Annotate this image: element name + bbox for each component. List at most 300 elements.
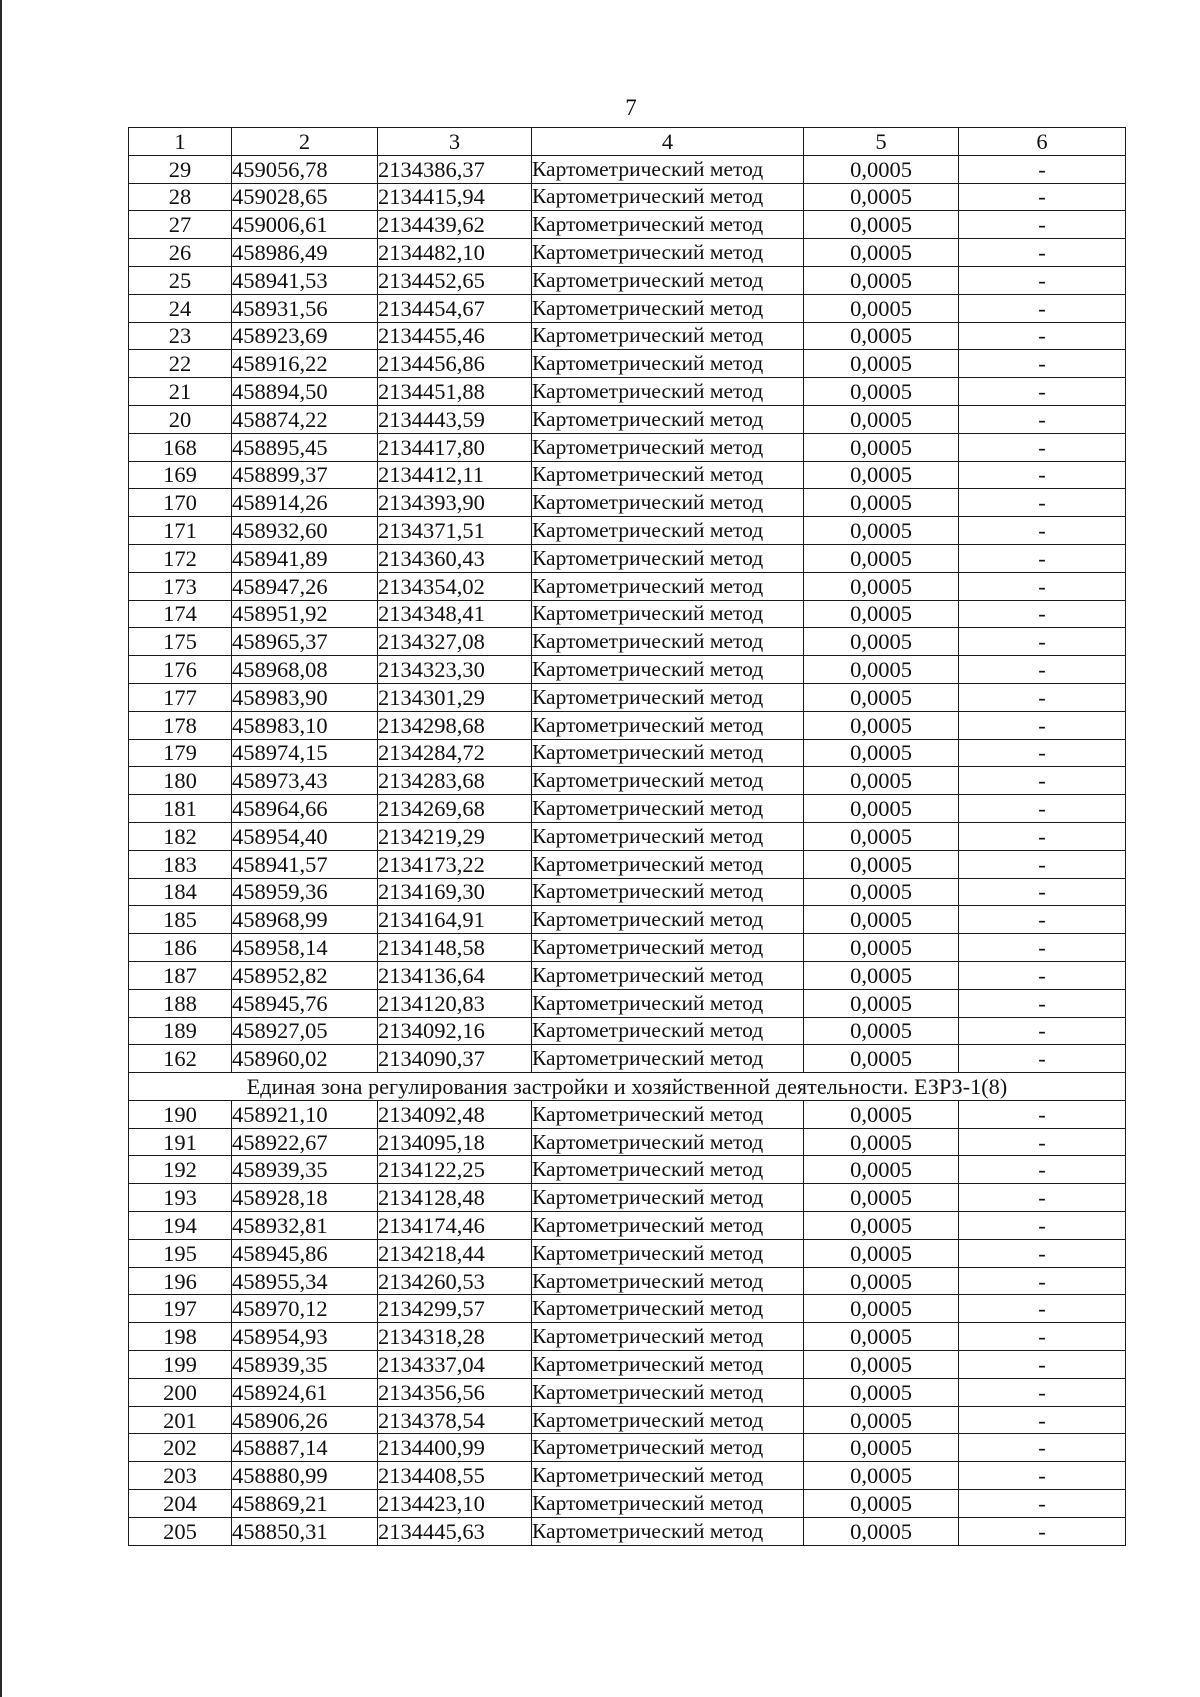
page-number: 7 [625,95,637,120]
table-row [129,1017,1126,1045]
method-cell: Картометрический метод [532,1462,804,1490]
point-number-cell: 26 [129,239,232,267]
note-cell: - [959,183,1126,211]
table-header-row [129,128,1126,156]
point-number-cell: 186 [129,934,232,962]
accuracy-cell: 0,0005 [804,1100,959,1128]
y-coordinate-cell: 2134128,48 [378,1184,532,1212]
y-coordinate-cell: 2134318,28 [378,1323,532,1351]
point-number-cell: 21 [129,378,232,406]
method-cell: Картометрический метод [532,489,804,517]
x-coordinate-cell: 458932,60 [232,517,378,545]
y-coordinate-cell: 2134219,29 [378,822,532,850]
table-row [129,1295,1126,1323]
note-cell: - [959,1517,1126,1545]
note-cell: - [959,405,1126,433]
table-row [129,767,1126,795]
method-cell: Картометрический метод [532,711,804,739]
x-coordinate-cell: 458983,90 [232,683,378,711]
point-number-cell: 168 [129,433,232,461]
note-cell: - [959,1490,1126,1518]
note-cell: - [959,906,1126,934]
accuracy-cell: 0,0005 [804,266,959,294]
x-coordinate-cell: 458970,12 [232,1295,378,1323]
y-coordinate-cell: 2134090,37 [378,1045,532,1073]
x-coordinate-cell: 458927,05 [232,1017,378,1045]
x-coordinate-cell: 458951,92 [232,600,378,628]
table-row [129,1267,1126,1295]
y-coordinate-cell: 2134327,08 [378,628,532,656]
table-row [129,1212,1126,1240]
x-coordinate-cell: 458941,53 [232,266,378,294]
header-cell: 5 [804,128,959,156]
table-row [129,405,1126,433]
point-number-cell: 27 [129,211,232,239]
note-cell: - [959,1462,1126,1490]
point-number-cell: 196 [129,1267,232,1295]
table-row [129,1462,1126,1490]
table-row [129,1351,1126,1379]
y-coordinate-cell: 2134452,65 [378,266,532,294]
point-number-cell: 192 [129,1156,232,1184]
note-cell: - [959,795,1126,823]
accuracy-cell: 0,0005 [804,1462,959,1490]
y-coordinate-cell: 2134455,46 [378,322,532,350]
point-number-cell: 177 [129,683,232,711]
y-coordinate-cell: 2134456,86 [378,350,532,378]
method-cell: Картометрический метод [532,1323,804,1351]
note-cell: - [959,1323,1126,1351]
point-number-cell: 169 [129,461,232,489]
method-cell: Картометрический метод [532,878,804,906]
accuracy-cell: 0,0005 [804,1017,959,1045]
note-cell: - [959,878,1126,906]
y-coordinate-cell: 2134412,11 [378,461,532,489]
accuracy-cell: 0,0005 [804,378,959,406]
scan-edge-line [0,0,2,1697]
table-row [129,350,1126,378]
x-coordinate-cell: 459056,78 [232,155,378,183]
x-coordinate-cell: 458945,86 [232,1239,378,1267]
x-coordinate-cell: 458983,10 [232,711,378,739]
table-row [129,1045,1126,1073]
method-cell: Картометрический метод [532,1156,804,1184]
method-cell: Картометрический метод [532,1045,804,1073]
y-coordinate-cell: 2134386,37 [378,155,532,183]
note-cell: - [959,239,1126,267]
point-number-cell: 201 [129,1406,232,1434]
accuracy-cell: 0,0005 [804,405,959,433]
table-row [129,239,1126,267]
note-cell: - [959,767,1126,795]
note-cell: - [959,1212,1126,1240]
point-number-cell: 20 [129,405,232,433]
point-number-cell: 181 [129,795,232,823]
table-row [129,1184,1126,1212]
method-cell: Картометрический метод [532,906,804,934]
table-row [129,1156,1126,1184]
note-cell: - [959,1239,1126,1267]
x-coordinate-cell: 458965,37 [232,628,378,656]
accuracy-cell: 0,0005 [804,1406,959,1434]
x-coordinate-cell: 458931,56 [232,294,378,322]
x-coordinate-cell: 458869,21 [232,1490,378,1518]
point-number-cell: 29 [129,155,232,183]
accuracy-cell: 0,0005 [804,294,959,322]
x-coordinate-cell: 458923,69 [232,322,378,350]
point-number-cell: 22 [129,350,232,378]
note-cell: - [959,1378,1126,1406]
method-cell: Картометрический метод [532,1212,804,1240]
note-cell: - [959,1184,1126,1212]
accuracy-cell: 0,0005 [804,1156,959,1184]
accuracy-cell: 0,0005 [804,1267,959,1295]
method-cell: Картометрический метод [532,1434,804,1462]
x-coordinate-cell: 458960,02 [232,1045,378,1073]
table-row [129,544,1126,572]
x-coordinate-cell: 458924,61 [232,1378,378,1406]
table-row [129,850,1126,878]
point-number-cell: 199 [129,1351,232,1379]
y-coordinate-cell: 2134120,83 [378,989,532,1017]
point-number-cell: 172 [129,544,232,572]
table-row [129,433,1126,461]
point-number-cell: 174 [129,600,232,628]
accuracy-cell: 0,0005 [804,711,959,739]
table-row [129,572,1126,600]
method-cell: Картометрический метод [532,322,804,350]
accuracy-cell: 0,0005 [804,155,959,183]
table-row [129,266,1126,294]
accuracy-cell: 0,0005 [804,544,959,572]
y-coordinate-cell: 2134298,68 [378,711,532,739]
x-coordinate-cell: 458922,67 [232,1128,378,1156]
coordinates-table [128,127,1126,1546]
note-cell: - [959,1351,1126,1379]
x-coordinate-cell: 458952,82 [232,961,378,989]
y-coordinate-cell: 2134095,18 [378,1128,532,1156]
method-cell: Картометрический метод [532,1406,804,1434]
table-row [129,489,1126,517]
y-coordinate-cell: 2134443,59 [378,405,532,433]
table-row [129,1323,1126,1351]
table-row [129,683,1126,711]
x-coordinate-cell: 458887,14 [232,1434,378,1462]
y-coordinate-cell: 2134454,67 [378,294,532,322]
table-row [129,906,1126,934]
y-coordinate-cell: 2134260,53 [378,1267,532,1295]
method-cell: Картометрический метод [532,1267,804,1295]
point-number-cell: 185 [129,906,232,934]
point-number-cell: 179 [129,739,232,767]
header-cell: 1 [129,128,232,156]
method-cell: Картометрический метод [532,266,804,294]
x-coordinate-cell: 458939,35 [232,1351,378,1379]
method-cell: Картометрический метод [532,1100,804,1128]
x-coordinate-cell: 458954,40 [232,822,378,850]
note-cell: - [959,1017,1126,1045]
point-number-cell: 200 [129,1378,232,1406]
point-number-cell: 28 [129,183,232,211]
note-cell: - [959,433,1126,461]
x-coordinate-cell: 458880,99 [232,1462,378,1490]
accuracy-cell: 0,0005 [804,461,959,489]
x-coordinate-cell: 458974,15 [232,739,378,767]
y-coordinate-cell: 2134445,63 [378,1517,532,1545]
note-cell: - [959,683,1126,711]
y-coordinate-cell: 2134148,58 [378,934,532,962]
x-coordinate-cell: 458968,08 [232,656,378,684]
method-cell: Картометрический метод [532,600,804,628]
method-cell: Картометрический метод [532,544,804,572]
note-cell: - [959,544,1126,572]
y-coordinate-cell: 2134283,68 [378,767,532,795]
y-coordinate-cell: 2134348,41 [378,600,532,628]
y-coordinate-cell: 2134415,94 [378,183,532,211]
point-number-cell: 194 [129,1212,232,1240]
note-cell: - [959,572,1126,600]
x-coordinate-cell: 458895,45 [232,433,378,461]
y-coordinate-cell: 2134269,68 [378,795,532,823]
table-row [129,711,1126,739]
accuracy-cell: 0,0005 [804,906,959,934]
accuracy-cell: 0,0005 [804,767,959,795]
accuracy-cell: 0,0005 [804,1212,959,1240]
section-title: Единая зона регулирования застройки и хозяйственной деятельности. ЕЗРЗ-1(8) [129,1073,1126,1101]
point-number-cell: 171 [129,517,232,545]
header-cell: 4 [532,128,804,156]
x-coordinate-cell: 458945,76 [232,989,378,1017]
method-cell: Картометрический метод [532,1239,804,1267]
note-cell: - [959,266,1126,294]
accuracy-cell: 0,0005 [804,489,959,517]
x-coordinate-cell: 458928,18 [232,1184,378,1212]
method-cell: Картометрический метод [532,934,804,962]
point-number-cell: 25 [129,266,232,294]
note-cell: - [959,989,1126,1017]
table-row [129,989,1126,1017]
note-cell: - [959,1045,1126,1073]
accuracy-cell: 0,0005 [804,433,959,461]
point-number-cell: 176 [129,656,232,684]
note-cell: - [959,1267,1126,1295]
accuracy-cell: 0,0005 [804,1378,959,1406]
method-cell: Картометрический метод [532,572,804,600]
y-coordinate-cell: 2134169,30 [378,878,532,906]
accuracy-cell: 0,0005 [804,739,959,767]
accuracy-cell: 0,0005 [804,239,959,267]
note-cell: - [959,656,1126,684]
accuracy-cell: 0,0005 [804,322,959,350]
accuracy-cell: 0,0005 [804,961,959,989]
method-cell: Картометрический метод [532,961,804,989]
y-coordinate-cell: 2134301,29 [378,683,532,711]
y-coordinate-cell: 2134360,43 [378,544,532,572]
table-row [129,378,1126,406]
table-row [129,294,1126,322]
point-number-cell: 24 [129,294,232,322]
method-cell: Картометрический метод [532,405,804,433]
accuracy-cell: 0,0005 [804,878,959,906]
note-cell: - [959,378,1126,406]
note-cell: - [959,517,1126,545]
method-cell: Картометрический метод [532,795,804,823]
accuracy-cell: 0,0005 [804,1239,959,1267]
point-number-cell: 203 [129,1462,232,1490]
table-row [129,1434,1126,1462]
y-coordinate-cell: 2134173,22 [378,850,532,878]
table-row [129,795,1126,823]
accuracy-cell: 0,0005 [804,1351,959,1379]
note-cell: - [959,155,1126,183]
header-cell: 6 [959,128,1126,156]
table-row [129,1406,1126,1434]
point-number-cell: 170 [129,489,232,517]
point-number-cell: 198 [129,1323,232,1351]
point-number-cell: 188 [129,989,232,1017]
point-number-cell: 183 [129,850,232,878]
x-coordinate-cell: 459006,61 [232,211,378,239]
accuracy-cell: 0,0005 [804,1323,959,1351]
note-cell: - [959,1295,1126,1323]
method-cell: Картометрический метод [532,656,804,684]
y-coordinate-cell: 2134378,54 [378,1406,532,1434]
point-number-cell: 23 [129,322,232,350]
table-row [129,1490,1126,1518]
y-coordinate-cell: 2134400,99 [378,1434,532,1462]
table-row [129,628,1126,656]
point-number-cell: 175 [129,628,232,656]
method-cell: Картометрический метод [532,211,804,239]
x-coordinate-cell: 458986,49 [232,239,378,267]
table-row [129,822,1126,850]
note-cell: - [959,711,1126,739]
table-row [129,211,1126,239]
coordinates-table-body [129,128,1126,1546]
x-coordinate-cell: 458939,35 [232,1156,378,1184]
table-row [129,1378,1126,1406]
x-coordinate-cell: 458916,22 [232,350,378,378]
note-cell: - [959,489,1126,517]
table-row [129,739,1126,767]
y-coordinate-cell: 2134423,10 [378,1490,532,1518]
y-coordinate-cell: 2134284,72 [378,739,532,767]
method-cell: Картометрический метод [532,517,804,545]
x-coordinate-cell: 458959,36 [232,878,378,906]
method-cell: Картометрический метод [532,822,804,850]
y-coordinate-cell: 2134439,62 [378,211,532,239]
table-row [129,461,1126,489]
method-cell: Картометрический метод [532,1378,804,1406]
note-cell: - [959,961,1126,989]
y-coordinate-cell: 2134092,48 [378,1100,532,1128]
point-number-cell: 204 [129,1490,232,1518]
table-row [129,878,1126,906]
method-cell: Картометрический метод [532,1017,804,1045]
point-number-cell: 187 [129,961,232,989]
accuracy-cell: 0,0005 [804,600,959,628]
y-coordinate-cell: 2134299,57 [378,1295,532,1323]
point-number-cell: 191 [129,1128,232,1156]
section-header-row [129,1073,1126,1101]
y-coordinate-cell: 2134408,55 [378,1462,532,1490]
accuracy-cell: 0,0005 [804,1434,959,1462]
y-coordinate-cell: 2134337,04 [378,1351,532,1379]
point-number-cell: 193 [129,1184,232,1212]
note-cell: - [959,850,1126,878]
method-cell: Картометрический метод [532,183,804,211]
note-cell: - [959,1156,1126,1184]
x-coordinate-cell: 458958,14 [232,934,378,962]
table-row [129,1239,1126,1267]
y-coordinate-cell: 2134164,91 [378,906,532,934]
method-cell: Картометрический метод [532,739,804,767]
point-number-cell: 178 [129,711,232,739]
x-coordinate-cell: 458850,31 [232,1517,378,1545]
table-row [129,183,1126,211]
y-coordinate-cell: 2134371,51 [378,517,532,545]
method-cell: Картометрический метод [532,1184,804,1212]
accuracy-cell: 0,0005 [804,934,959,962]
accuracy-cell: 0,0005 [804,1517,959,1545]
note-cell: - [959,322,1126,350]
x-coordinate-cell: 458973,43 [232,767,378,795]
x-coordinate-cell: 458932,81 [232,1212,378,1240]
header-cell: 2 [232,128,378,156]
table-row [129,656,1126,684]
accuracy-cell: 0,0005 [804,183,959,211]
x-coordinate-cell: 458955,34 [232,1267,378,1295]
method-cell: Картометрический метод [532,1517,804,1545]
accuracy-cell: 0,0005 [804,1045,959,1073]
x-coordinate-cell: 458894,50 [232,378,378,406]
accuracy-cell: 0,0005 [804,656,959,684]
accuracy-cell: 0,0005 [804,795,959,823]
x-coordinate-cell: 459028,65 [232,183,378,211]
method-cell: Картометрический метод [532,461,804,489]
method-cell: Картометрический метод [532,683,804,711]
method-cell: Картометрический метод [532,628,804,656]
method-cell: Картометрический метод [532,378,804,406]
y-coordinate-cell: 2134218,44 [378,1239,532,1267]
point-number-cell: 205 [129,1517,232,1545]
point-number-cell: 190 [129,1100,232,1128]
accuracy-cell: 0,0005 [804,683,959,711]
point-number-cell: 202 [129,1434,232,1462]
x-coordinate-cell: 458874,22 [232,405,378,433]
note-cell: - [959,350,1126,378]
y-coordinate-cell: 2134356,56 [378,1378,532,1406]
note-cell: - [959,822,1126,850]
table-row [129,961,1126,989]
x-coordinate-cell: 458899,37 [232,461,378,489]
accuracy-cell: 0,0005 [804,572,959,600]
x-coordinate-cell: 458947,26 [232,572,378,600]
point-number-cell: 197 [129,1295,232,1323]
accuracy-cell: 0,0005 [804,628,959,656]
note-cell: - [959,461,1126,489]
x-coordinate-cell: 458968,99 [232,906,378,934]
table-row [129,1100,1126,1128]
accuracy-cell: 0,0005 [804,517,959,545]
note-cell: - [959,294,1126,322]
method-cell: Картометрический метод [532,433,804,461]
method-cell: Картометрический метод [532,1351,804,1379]
x-coordinate-cell: 458941,89 [232,544,378,572]
y-coordinate-cell: 2134482,10 [378,239,532,267]
method-cell: Картометрический метод [532,294,804,322]
y-coordinate-cell: 2134174,46 [378,1212,532,1240]
